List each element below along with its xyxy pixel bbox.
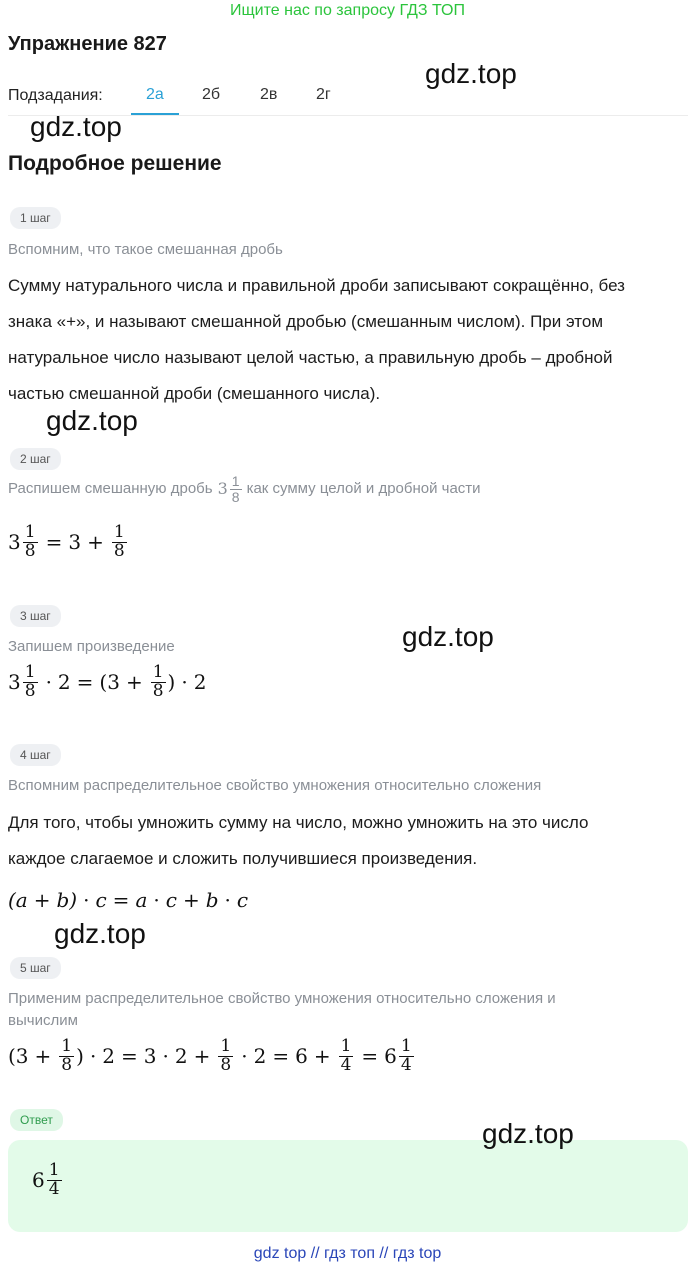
step-badge-5: 5 шаг (10, 957, 61, 979)
step-hint-1: Вспомним, что такое смешанная дробь (8, 241, 283, 258)
tab-2b[interactable]: 2б (202, 86, 221, 103)
tab-2g[interactable]: 2г (316, 86, 331, 103)
section-title: Подробное решение (8, 152, 222, 175)
watermark: gdz.top (54, 918, 146, 949)
step-badge-1: 1 шаг (10, 207, 61, 229)
step-badge-3: 3 шаг (10, 605, 61, 627)
step-text-1-line: частью смешанной дроби (смешанного числа). (8, 384, 381, 403)
formula-distributive: (a + b) · c = a · c + b · c (8, 888, 249, 912)
watermark: gdz.top (482, 1118, 574, 1149)
formula-product: 3 $\frac{1}{8}$ · 2 = (3 + $\frac{1}{8}$ ) · 2 (8, 662, 207, 701)
tab-2a[interactable]: 2а (146, 86, 164, 103)
step-badge-4: 4 шаг (10, 744, 61, 766)
watermark: gdz.top (425, 58, 517, 89)
top-banner[interactable]: Ищите нас по запросу ГДЗ ТОП (230, 2, 465, 19)
answer-badge: Ответ (10, 1109, 63, 1131)
footer-links[interactable]: gdz top // гдз топ // гдз top (253, 1245, 442, 1262)
step-hint-5-line: вычислим (8, 1012, 78, 1029)
step-text-1-line: знака «+», и называют смешанной дробью (смешанным числом). При этом (8, 312, 603, 331)
step-text-1 (8, 268, 688, 412)
watermark: gdz.top (402, 621, 494, 652)
step-badge-2: 2 шаг (10, 448, 61, 470)
step-text-4 (8, 805, 688, 877)
answer-value: 6 $\frac{1}{4}$ (32, 1160, 60, 1199)
step-text-1-line: Сумму натурального числа и правильной дроби записывают сокращённо, без (8, 276, 625, 295)
watermark: gdz.top (46, 405, 138, 436)
step-hint-2-before: Распишем смешанную дробь (8, 480, 213, 498)
tab-2v[interactable]: 2в (260, 86, 278, 103)
step-hint-2: Распишем смешанную дробь 3 $\frac{1}{8}$ как сумму целой и дробной части (8, 473, 481, 505)
step-text-4-line: каждое слагаемое и сложить получившиеся произведения. (8, 849, 478, 868)
fraction: $\frac{1}{8}$ (231, 473, 240, 505)
step-text-1-line: натуральное число называют целой частью, а правильную дробь – дробной (8, 348, 613, 367)
step-hint-3: Запишем произведение (8, 638, 175, 655)
step-hint-5-line: Применим распределительное свойство умножения относительно сложения и (8, 990, 556, 1007)
step-hint-4: Вспомним распределительное свойство умножения относительно сложения (8, 777, 542, 794)
step-text-4-line: Для того, чтобы умножить сумму на число, можно умножить на это число (8, 813, 589, 832)
formula-mixed-number: 3 $\frac{1}{8}$ = 3 + $\frac{1}{8}$ (8, 522, 125, 561)
formula-calculation: (3 + $\frac{1}{8}$ ) · 2 = 3 · 2 + $\frac{1}{8}$ · 2 = 6 + $\frac{1}{4}$ = 6 $\frac{1}{4}$ (8, 1036, 412, 1075)
page-title: Упражнение 827 (8, 33, 167, 55)
watermark: gdz.top (30, 111, 122, 142)
answer-box (8, 1140, 688, 1232)
step-hint-5 (8, 988, 556, 1032)
subtasks-label: Подзадания: (8, 87, 103, 104)
step-hint-2-after: как сумму целой и дробной части (246, 480, 481, 498)
